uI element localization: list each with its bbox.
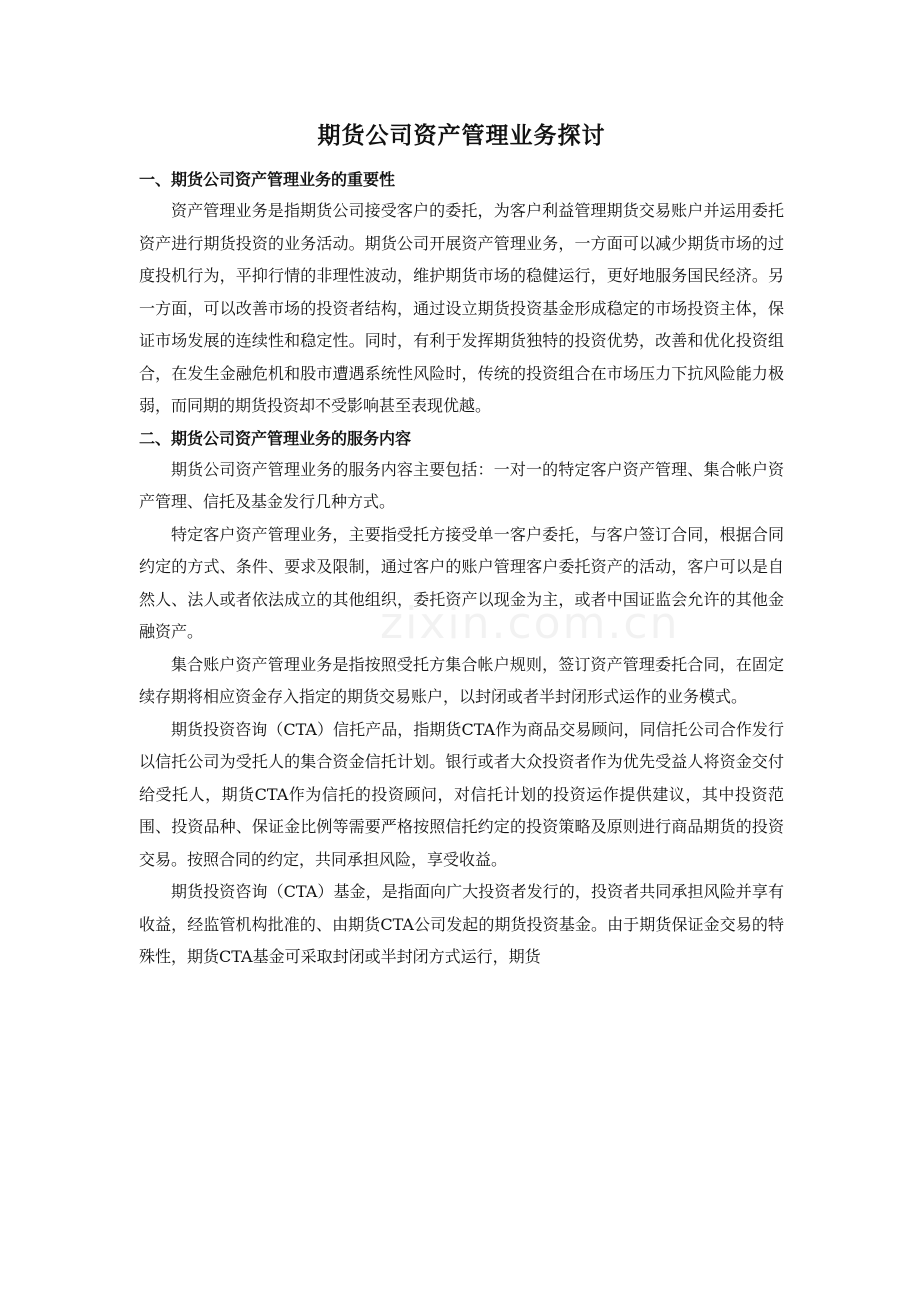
paragraph: 特定客户资产管理业务，主要指受托方接受单一客户委托，与客户签订合同，根据合同约定的方式、条件、要求及限制，通过客户的账户管理客户委托资产的活动，客户可以是自然人、法人或者依法成立的其他组织，委托资产以现金为主，或者中国证监会允许的其他金融资产。 xyxy=(139,524,784,641)
document-title: 期货公司资产管理业务探讨 xyxy=(317,123,606,149)
section-importance xyxy=(139,164,784,423)
document-body xyxy=(139,108,784,974)
paragraph: 期货投资咨询（CTA）基金，是指面向广大投资者发行的，投资者共同承担风险并享有收益，经监管机构批准的、由期货CTA公司发起的期货投资基金。由于期货保证金交易的特殊性，期货CTA基金可采取封闭或半封闭方式运行，期货 xyxy=(139,882,784,966)
paragraph: 期货公司资产管理业务的服务内容主要包括：一对一的特定客户资产管理、集合帐户资产管理、信托及基金发行几种方式。 xyxy=(139,459,784,511)
paragraph: 资产管理业务是指期货公司接受客户的委托，为客户利益管理期货交易账户并运用委托资产进行期货投资的业务活动。期货公司开展资产管理业务，一方面可以减少期货市场的过度投机行为，平抑行情的非理性波动，维护期货市场的稳健运行，更好地服务国民经济。另一方面，可以改善市场的投资者结构，通过设立期货投资基金形成稳定的市场投资主体，保证市场发展的连续性和稳定性。同时，有利于发挥期货独特的投资优势，改善和优化投资组合，在发生金融危机和股市遭遇系统性风险时，传统的投资组合在市场压力下抗风险能力极弱，而同期的期货投资却不受影响甚至表现优越。 xyxy=(139,201,784,415)
paragraph: 期货投资咨询（CTA）信托产品，指期货CTA作为商品交易顾问，同信托公司合作发行以信托公司为受托人的集合资金信托计划。银行或者大众投资者作为优先受益人将资金交付给受托人，期货CTA作为信托的投资顾问，对信托计划的投资运作提供建议，其中投资范围、投资品种、保证金比例等需要严格按照信托约定的投资策略及原则进行商品期货的投资交易。按照合同的约定，共同承担风险，享受收益。 xyxy=(139,719,784,869)
watermark: zixin.com.cn xyxy=(380,598,680,649)
section-services xyxy=(139,423,784,974)
section-heading: 一、期货公司资产管理业务的重要性 xyxy=(139,170,396,189)
section-heading: 二、期货公司资产管理业务的服务内容 xyxy=(139,428,412,448)
paragraph: 集合账户资产管理业务是指按照受托方集合帐户规则，签订资产管理委托合同，在固定续存期将相应资金存入指定的期货交易账户，以封闭或者半封闭形式运作的业务模式。 xyxy=(139,654,784,706)
